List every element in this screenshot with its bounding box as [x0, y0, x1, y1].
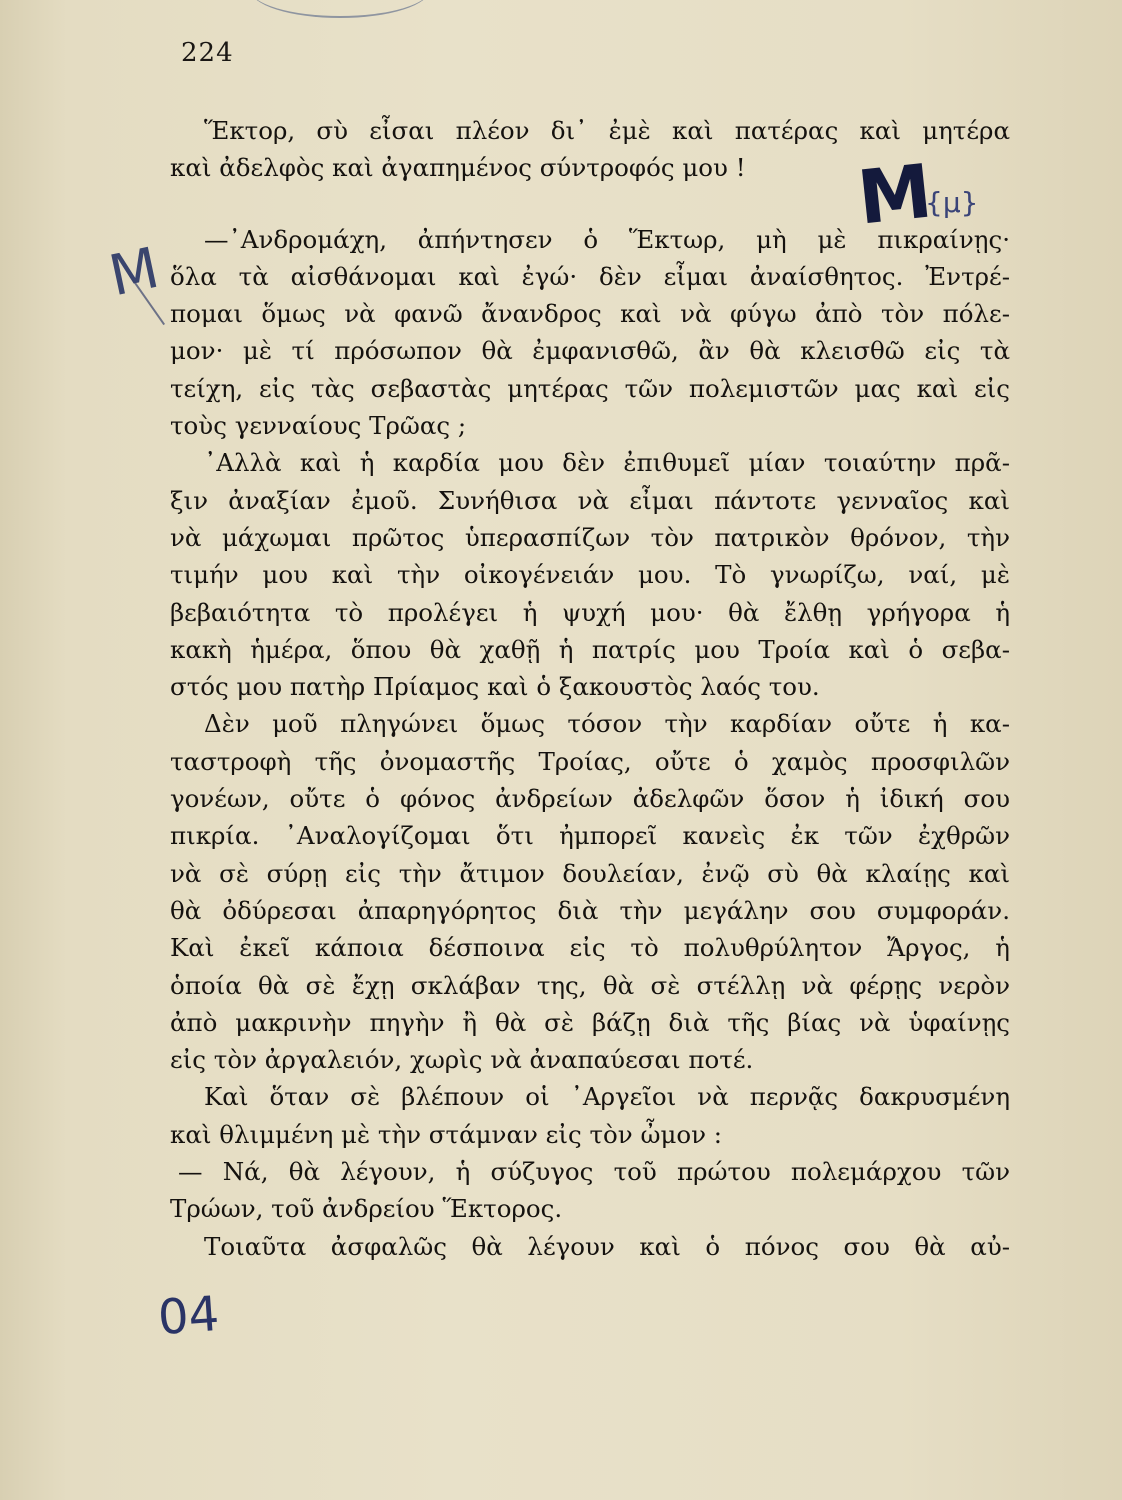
text-line: ἀπὸ μακρινὴν πηγὴν ἢ θὰ σὲ βάζῃ διὰ τῆς βίας νὰ ὑφαίνῃς — [170, 1007, 1010, 1037]
text-line: — Νά, θὰ λέγουν, ἡ σύζυγος τοῦ πρώτου πολεμάρχου τῶν — [178, 1157, 1010, 1187]
text-line: μον· μὲ τί πρόσωπον θὰ ἐμφανισθῶ, ἂν θὰ κλεισθῶ εἰς τὰ — [170, 336, 1010, 366]
text-line: ὅλα τὰ αἰσθάνομαι καὶ ἐγώ· δὲν εἶμαι ἀναίσθητος. Ἐντρέ- — [170, 261, 1010, 291]
text-line: θὰ ὀδύρεσαι ἀπαρηγόρητος διὰ τὴν μεγάλην σου συμφοράν. — [170, 895, 1010, 925]
text-line: καὶ θλιμμένη μὲ τὴν στάμναν εἰς τὸν ὦμον : — [170, 1119, 723, 1149]
text-line: Ἕκτορ, σὺ εἶσαι πλέον δι᾽ ἐμὲ καὶ πατέρας καὶ μητέρα — [204, 116, 1010, 145]
text-line: εἰς τὸν ἀργαλειόν, χωρὶς νὰ ἀναπαύεσαι ποτέ. — [170, 1045, 754, 1075]
text-line: νὰ σὲ σύρῃ εἰς τὴν ἄτιμον δουλείαν, ἐνῷ σὺ θὰ κλαίῃς καὶ — [170, 858, 1010, 888]
text-line: κακὴ ἡμέρα, ὅπου θὰ χαθῇ ἡ πατρίς μου Τροία καὶ ὁ σεβα- — [170, 634, 1010, 664]
page-number: 224 — [181, 38, 234, 68]
text-line: πομαι ὅμως νὰ φανῶ ἄνανδρος καὶ νὰ φύγω ἀπὸ τὸν πόλε- — [170, 299, 1010, 329]
text-line: Καὶ ἐκεῖ κάποια δέσποινα εἰς τὸ πολυθρύλητον Ἄργος, ἡ — [170, 933, 1010, 963]
text-line: τιμήν μου καὶ τὴν οἰκογένειάν μου. Τὸ γνωρίζω, ναί, μὲ — [170, 560, 1010, 590]
text-line: ὁποία θὰ σὲ ἔχῃ σκλάβαν της, θὰ σὲ στέλλῃ νὰ φέρῃς νερὸν — [170, 970, 1010, 1000]
handwritten-margin-m-mark: M — [103, 235, 165, 310]
text-line: ταστροφὴ τῆς ὀνομαστῆς Τροίας, οὔτε ὁ χαμὸς προσφιλῶν — [170, 746, 1010, 776]
text-line: Τοιαῦτα ἀσφαλῶς θὰ λέγουν καὶ ὁ πόνος σου θὰ αὐ- — [204, 1231, 1010, 1261]
text-line: Τρώων, τοῦ ἀνδρείου Ἕκτορος. — [170, 1194, 563, 1224]
text-line: ᾽Αλλὰ καὶ ἡ καρδία μου δὲν ἐπιθυμεῖ μίαν τοιαύτην πρᾶ- — [204, 448, 1010, 478]
handwritten-margin-stroke — [129, 275, 165, 325]
handwritten-m-mark: M — [853, 148, 936, 242]
handwritten-04-mark: 04 — [156, 1285, 221, 1347]
text-line: πικρία. ᾽Αναλογίζομαι ὅτι ἠμπορεῖ κανεὶς ἐκ τῶν ἐχθρῶν — [170, 821, 1010, 851]
text-line: στός μου πατὴρ Πρίαμος καὶ ὁ ξακουστὸς λαός του. — [170, 672, 820, 702]
text-line: Δὲν μοῦ πληγώνει ὅμως τόσον τὴν καρδίαν οὔτε ἡ κα- — [204, 709, 1010, 739]
body-text — [170, 112, 1010, 1265]
text-line: καὶ ἀδελφὸς καὶ ἀγαπημένος σύντροφός μου ! — [170, 153, 746, 183]
text-line: βεβαιότητα τὸ προλέγει ἡ ψυχή μου· θὰ ἔλθῃ γρήγορα ἡ — [170, 597, 1010, 627]
text-line: ξιν ἀναξίαν ἐμοῦ. Συνήθισα νὰ εἶμαι πάντοτε γενναῖος καὶ — [170, 485, 1010, 515]
text-line: γονέων, οὔτε ὁ φόνος ἀνδρείων ἀδελφῶν ὅσον ἡ ἰδική σου — [170, 784, 1010, 814]
handwritten-bracket-mark: {μ} — [925, 186, 979, 219]
text-line: τοὺς γενναίους Τρῶας ; — [170, 411, 467, 441]
text-line: —᾽Ανδρομάχη, ἀπήντησεν ὁ Ἕκτωρ, μὴ μὲ πικραίνῃς· — [204, 224, 1010, 254]
text-line: Καὶ ὅταν σὲ βλέπουν οἱ ᾽Αργεῖοι νὰ περνᾷς δακρυσμένη — [204, 1082, 1010, 1112]
text-line: νὰ μάχωμαι πρῶτος ὑπερασπίζων τὸν πατρικὸν θρόνον, τὴν — [170, 522, 1010, 552]
text-line: τείχη, εἰς τὰς σεβαστὰς μητέρας τῶν πολεμιστῶν μας καὶ εἰς — [170, 373, 1010, 403]
scan-edge-curve — [250, 0, 430, 18]
